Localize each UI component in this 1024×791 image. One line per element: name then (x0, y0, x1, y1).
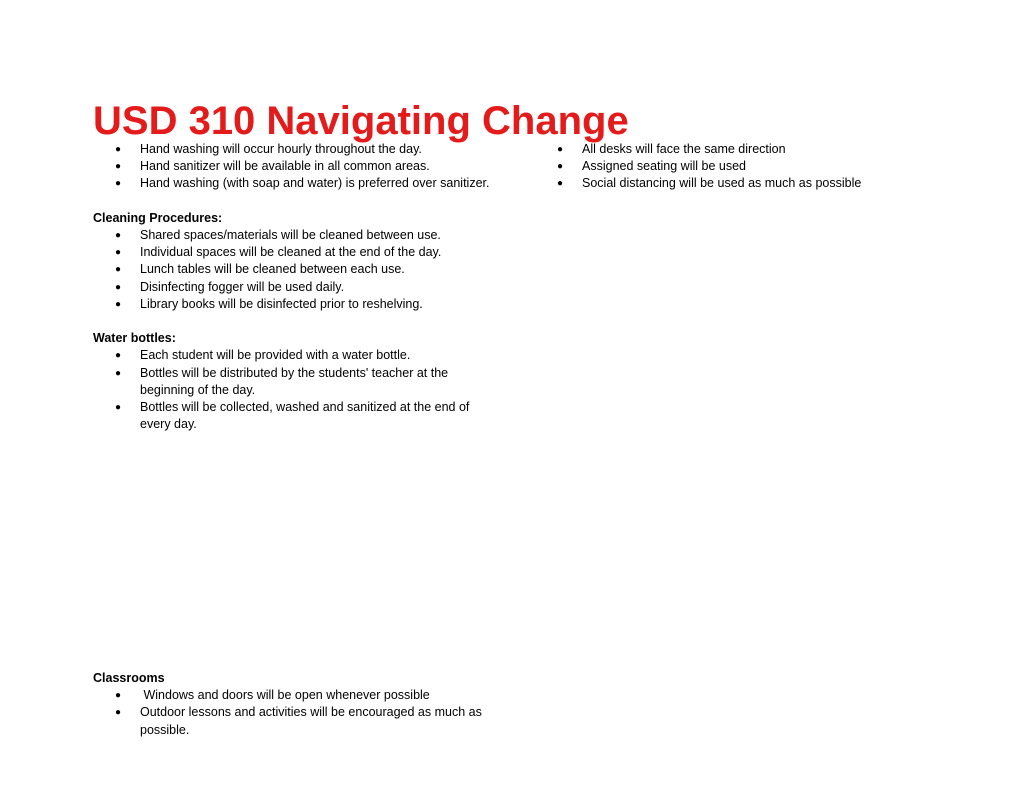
list-item (535, 141, 955, 158)
seating-list (535, 141, 955, 193)
list-item-text: Lunch tables will be cleaned between each use. (140, 262, 405, 277)
bullet-icon: ● (557, 144, 564, 155)
classrooms-heading: Classrooms (93, 671, 165, 685)
bullet-icon: ● (115, 264, 122, 276)
list-item-text: Windows and doors will be open whenever possible (140, 688, 430, 703)
list-item-text: Disinfecting fogger will be used daily. (140, 279, 345, 294)
list-item (93, 704, 493, 738)
list-item-text: Bottles will be distributed by the students' teacher at the beginning of the day. (140, 365, 449, 397)
hand-washing-list (93, 141, 493, 193)
classrooms-section (93, 670, 493, 739)
list-item-text: Hand washing (with soap and water) is preferred over sanitizer. (140, 176, 490, 191)
spacer (93, 313, 493, 330)
list-item (93, 347, 493, 364)
list-item-text: Shared spaces/materials will be cleaned between use. (140, 228, 441, 242)
left-column (93, 141, 493, 433)
list-item-text: All desks will face the same direction (582, 142, 786, 156)
bullet-icon: ● (115, 281, 122, 293)
bullet-icon: ● (115, 707, 122, 719)
list-item (93, 244, 493, 261)
list-item (93, 687, 493, 704)
list-item-text: Social distancing will be used as much as possible (582, 176, 862, 191)
bullet-icon: ● (115, 690, 122, 702)
bullet-icon: ● (557, 178, 564, 190)
list-item (93, 399, 493, 433)
bullet-icon: ● (115, 247, 122, 259)
bullet-icon: ● (115, 161, 122, 173)
bullet-icon: ● (115, 298, 122, 310)
bullet-icon: ● (115, 350, 122, 362)
list-item (93, 158, 493, 175)
cleaning-list (93, 227, 493, 313)
list-item-text: Bottles will be collected, washed and sanitized at the end of every day. (140, 400, 470, 432)
bullet-icon: ● (115, 178, 122, 190)
list-item-text: Outdoor lessons and activities will be encouraged as much as possible. (140, 705, 482, 737)
list-item (93, 365, 493, 399)
list-item (93, 175, 493, 192)
list-item-text: Hand washing will occur hourly throughout the day. (140, 142, 422, 156)
water-bottles-heading: Water bottles: (93, 331, 176, 346)
right-column (535, 141, 955, 193)
bullet-icon: ● (115, 402, 122, 414)
bullet-icon: ● (115, 144, 122, 155)
bullet-icon: ● (557, 161, 564, 173)
document-title: USD 310 Navigating Change (93, 99, 629, 143)
list-item (93, 279, 493, 296)
list-item-text: Hand sanitizer will be available in all common areas. (140, 159, 430, 174)
list-item (93, 261, 493, 278)
list-item-text: Library books will be disinfected prior to reshelving. (140, 296, 423, 311)
list-item (535, 175, 955, 192)
list-item-text: Each student will be provided with a water bottle. (140, 348, 411, 363)
list-item-text: Assigned seating will be used (582, 159, 746, 174)
bullet-icon: ● (115, 230, 122, 241)
bullet-icon: ● (115, 367, 122, 379)
list-item (93, 296, 493, 313)
list-item (93, 227, 493, 244)
water-bottles-list (93, 347, 493, 433)
list-item-text: Individual spaces will be cleaned at the end of the day. (140, 245, 442, 260)
list-item (93, 141, 493, 158)
cleaning-heading: Cleaning Procedures: (93, 210, 223, 225)
classrooms-list (93, 687, 493, 739)
spacer (93, 193, 493, 210)
list-item (535, 158, 955, 175)
